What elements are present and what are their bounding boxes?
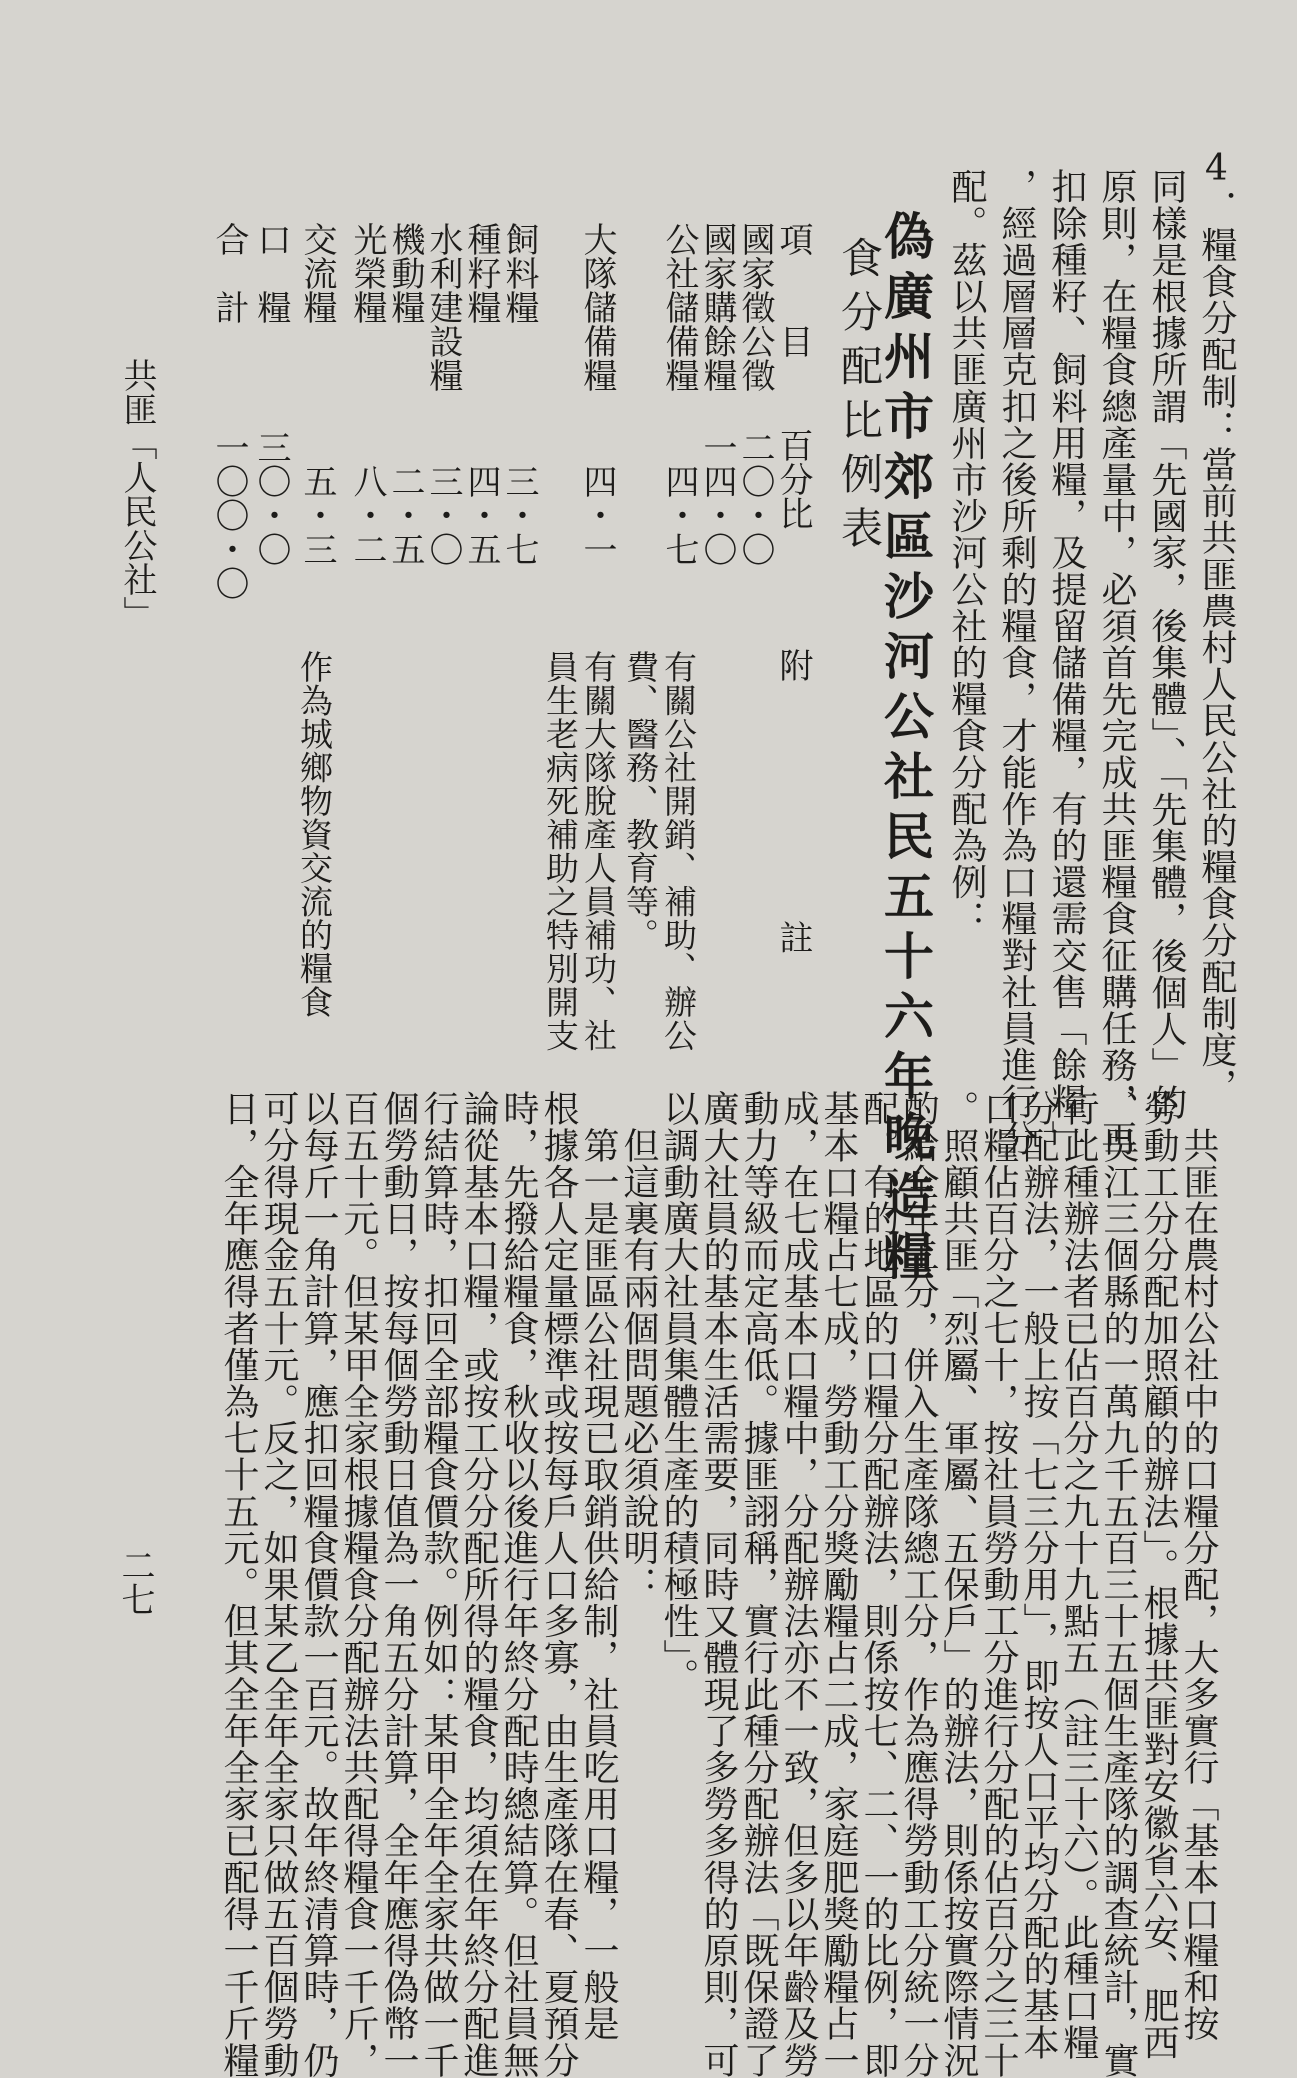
item4-line-6: 配。茲以共匪廣州市沙河公社的糧食分配為例： (946, 168, 987, 937)
table-row-item: 大隊儲備糧 (577, 222, 617, 392)
table-title: 偽廣州市郊區沙河公社民五十六年晚造糧 (876, 210, 935, 1290)
item4-line-1: 4．糧食分配制：當前共匪農村人民公社的糧食分配制度， (1196, 148, 1237, 1105)
table-row-item: 光榮糧 (347, 222, 387, 324)
table-row-item: 飼料糧 (499, 222, 539, 324)
body-line-21: 個勞動日，按每個勞動日值為一角五分計算，全年應得偽幣一 (378, 1090, 419, 2078)
item4-line-3: 原則，在糧食總產量中，必須首先完成共匪糧食征購任務，再 (1096, 168, 1137, 1157)
table-row-percent: 八・二 (347, 464, 387, 566)
table-row-note: 有關公社開銷、補助、辦公 (659, 650, 698, 1052)
table-row-percent: 三〇・〇 (251, 430, 291, 566)
table-row-item: 機動糧 (385, 222, 425, 324)
body-line-12: 動力等級而定高低。據匪詡稱，實行此種分配辦法「既保證了 (738, 1090, 779, 2078)
body-line-2: 勞動工分分配加照顧的辦法」。根據共匪對安徽省六安、肥西 (1138, 1090, 1179, 2061)
table-row-item: 國家徵公徵 (735, 222, 775, 392)
table-row-note: 作為城鄉物資交流的糧食 (295, 650, 334, 1019)
table-row-item: 公社儲備糧 (659, 222, 699, 392)
table-row-percent: 二〇・〇 (735, 430, 775, 566)
table-header-item: 項 目 (773, 222, 813, 358)
body-line-6: 口糧佔百分之七十，按社員勞動工分進行分配的佔百分之三十 (978, 1090, 1019, 2078)
body-line-24: 可分得現金五十元。反之，如果某乙全年全家只做五百個勞動 (258, 1090, 299, 2078)
body-line-19: 論從基本口糧，或按工分分配所得的糧食，均須在年終分配進 (458, 1090, 499, 2078)
body-line-8: 酌給全年工分，併入生產隊總工分，作為應得勞動工分統一分 (898, 1090, 939, 2078)
body-line-1: 共匪在農村公社中的口糧分配，大多實行「基本口糧和按 (1178, 1090, 1219, 2042)
table-row-percent: 二・五 (385, 464, 425, 566)
table-row-percent: 一〇〇・〇 (209, 430, 249, 600)
body-line-17: 根據各人定量標準或按每戶人口多寡，由生產隊在春、夏預分 (538, 1090, 579, 2078)
table-row-percent: 四・七 (659, 464, 699, 566)
item4-line-5: ，經過層層克扣之後所剩的糧食，才能作為口糧對社員進行分 (996, 168, 1037, 1157)
page-number: 二七 (115, 1548, 155, 1616)
table-row-percent: 四・五 (461, 464, 501, 566)
table-row-percent: 三・〇 (423, 464, 463, 566)
table-row-note: 員生老病死補助之特別開支 (541, 650, 580, 1052)
table-header-note: 附 註 (773, 648, 813, 954)
table-row-percent: 一四・〇 (697, 430, 737, 566)
body-line-4: 行此種辦法者已佔百分之九十九點五（註三十六）。此種口糧 (1058, 1090, 1099, 2061)
body-line-25: 日，全年應得者僅為七十五元。但其全年全家已配得一千斤糧 (218, 1090, 259, 2078)
table-row-percent: 五・三 (297, 464, 337, 566)
table-row-percent: 四・一 (577, 464, 617, 566)
body-line-20: 行結算時，扣回全部糧食價款。例如：某甲全年全家共做一千 (418, 1090, 459, 2078)
table-row-percent: 三・七 (499, 464, 539, 566)
table-row-item: 種籽糧 (461, 222, 501, 324)
body-line-3: 、吳江三個縣的一萬九千五百三十五個生產隊的調查統計，實 (1098, 1090, 1139, 2078)
body-line-13: 廣大社員的基本生活需要，同時又體現了多勞多得的原則，可 (698, 1090, 739, 2078)
table-row-item: 合 計 (209, 222, 249, 324)
table-row-note: 費、醫務、教育等。 (621, 650, 660, 952)
body-line-14: 以調動廣大社員集體生產的積極性」。 (658, 1090, 699, 1695)
item4-line-4: 扣除種籽、飼料用糧，及提留儲備糧，有的還需交售「餘糧」 (1046, 168, 1087, 1157)
body-line-18: 時，先撥給糧食，秋收以後進行年終分配時總結算。但社員無 (498, 1090, 539, 2078)
table-row-item: 國家購餘糧 (697, 222, 737, 392)
table-row-item: 口 糧 (251, 222, 291, 324)
table-row-item: 水利建設糧 (423, 222, 463, 392)
table-subtitle: 食分配比例表 (835, 236, 884, 560)
body-line-16: 第一是匪區公社現已取銷供給制，社員吃用口糧，一般是 (578, 1090, 619, 2042)
body-line-10: 基本口糧占七成，勞動工分獎勵糧占二成，家庭肥獎勵糧占一 (818, 1090, 859, 2078)
body-line-9: 配。有的地區的口糧分配辦法，則係按七、二、一的比例，即 (858, 1090, 899, 2078)
body-line-11: 成，在七成基本口糧中，分配辦法亦不一致，但多以年齡及勞 (778, 1090, 819, 2078)
body-line-23: 以每斤一角計算，應扣回糧食價款一百元。故年終清算時，仍 (298, 1090, 339, 2078)
body-line-22: 百五十元。但某甲全家根據糧食分配辦法共配得糧食一千斤， (338, 1090, 379, 2078)
body-line-15: 但這裏有兩個問題必須說明： (618, 1090, 659, 1603)
table-row-note: 有關大隊脫產人員補功、社 (579, 650, 618, 1052)
table-header-percent: 百分比 (773, 428, 813, 530)
body-line-5: 分配辦法，一般上按「七三分用」，即按人口平均分配的基本 (1018, 1090, 1059, 2061)
running-header: 共匪「人民公社」 (117, 358, 157, 630)
table-row-item: 交流糧 (297, 222, 337, 324)
item4-line-2: 同樣是根據所謂「先國家，後集體」、「先集體，後個人」的 (1146, 168, 1187, 1121)
body-line-7: 。照顧共匪「烈屬、軍屬、五保戶」的辦法，則係按實際情況 (938, 1090, 979, 2078)
